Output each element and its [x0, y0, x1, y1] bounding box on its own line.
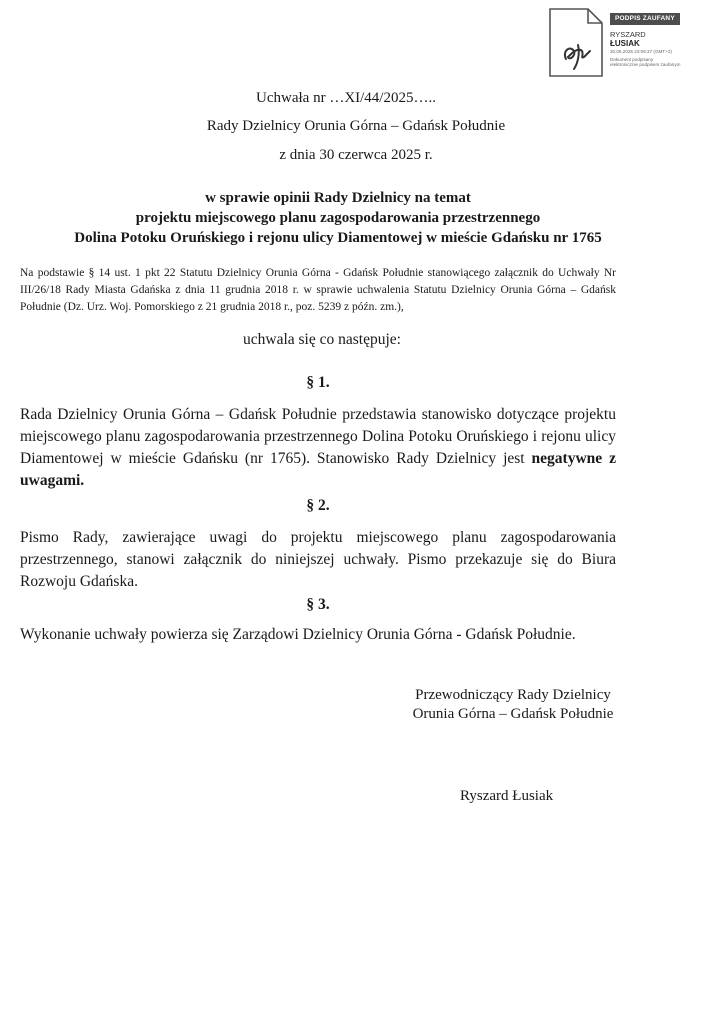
- signature-details: [610, 7, 708, 68]
- signer-first-name: RYSZARD: [610, 30, 646, 39]
- signer-role-line-2: Orunia Górna – Gdańsk Południe: [412, 706, 614, 722]
- trusted-signature-stamp: [548, 7, 708, 78]
- section-2-text: Pismo Rady, zawierające uwagi do projektu miejscowego planu zagospodarowania przestrzennego, stanowi załącznik do niniejszej uchwały. Pismo przekazuje się do Biura Rozwoju Gdańska.: [20, 529, 616, 590]
- section-2-heading: § 2.: [306, 497, 330, 514]
- resolution-title: Uchwała nr …XI/44/2025…..: [256, 90, 436, 106]
- signed-document-icon: [548, 7, 604, 78]
- section-1-body: Rada Dzielnicy Orunia Górna – Gdańsk Południe przedstawia stanowisko dotyczące projektu miejscowego planu zagospodarowania przestrzennego Dolina Potoku Oruńskiego i rejonu ulicy Diamentowej w mieście Gdańsku (nr 1765). Stanowisko Rady Dzielnicy jest: [20, 406, 616, 467]
- subject-line-2: projektu miejscowego planu zagospodarowania przestrzennego: [135, 210, 541, 226]
- section-3-heading: § 3.: [306, 596, 330, 613]
- legal-basis: Na podstawie § 14 ust. 1 pkt 22 Statutu Dzielnicy Orunia Górna - Gdańsk Południe stanowiącego załącznik do Uchwały Nr III/26/18 Rady Miasta Gdańska z dnia 11 grudnia 2018 r. w sprawie uchwalenia Statutu Dzielnicy Orunia Górna – Gdańsk Południe (Dz. Urz. Woj. Pomorskiego z 21 grudnia 2018 r., poz. 5239 z późn. zm.),: [20, 267, 616, 313]
- resolution-date: z dnia 30 czerwca 2025 r.: [279, 147, 433, 163]
- section-1-text: [20, 404, 616, 492]
- signature-note: Dokument podpisany elektronicznie podpisem zaufanym: [610, 56, 681, 67]
- resolution-intro: uchwala się co następuje:: [243, 331, 401, 348]
- section-3-text: Wykonanie uchwały powierza się Zarządowi Dzielnicy Orunia Górna - Gdańsk Południe.: [20, 626, 576, 643]
- council-name: Rady Dzielnicy Orunia Górna – Gdańsk Południe: [206, 118, 506, 134]
- signer-name: Ryszard Łusiak: [460, 788, 554, 804]
- signature-timestamp: 30.06.2025 23:06:37 (GMT+2): [610, 49, 672, 54]
- signer-role-line-1: Przewodniczący Rady Dzielnicy: [415, 687, 611, 703]
- subject-line-3: Dolina Potoku Oruńskiego i rejonu ulicy Diamentowej w mieście Gdańsku nr 1765: [74, 230, 602, 246]
- section-1-verdict: negatywne z uwagami.: [20, 450, 616, 489]
- signer-last-name: ŁUSIAK: [610, 39, 640, 48]
- subject-line-1: w sprawie opinii Rady Dzielnicy na temat: [205, 190, 471, 206]
- signature-block: [402, 686, 624, 724]
- section-1-heading: § 1.: [306, 374, 330, 391]
- trusted-signature-badge: PODPIS ZAUFANY: [610, 13, 680, 25]
